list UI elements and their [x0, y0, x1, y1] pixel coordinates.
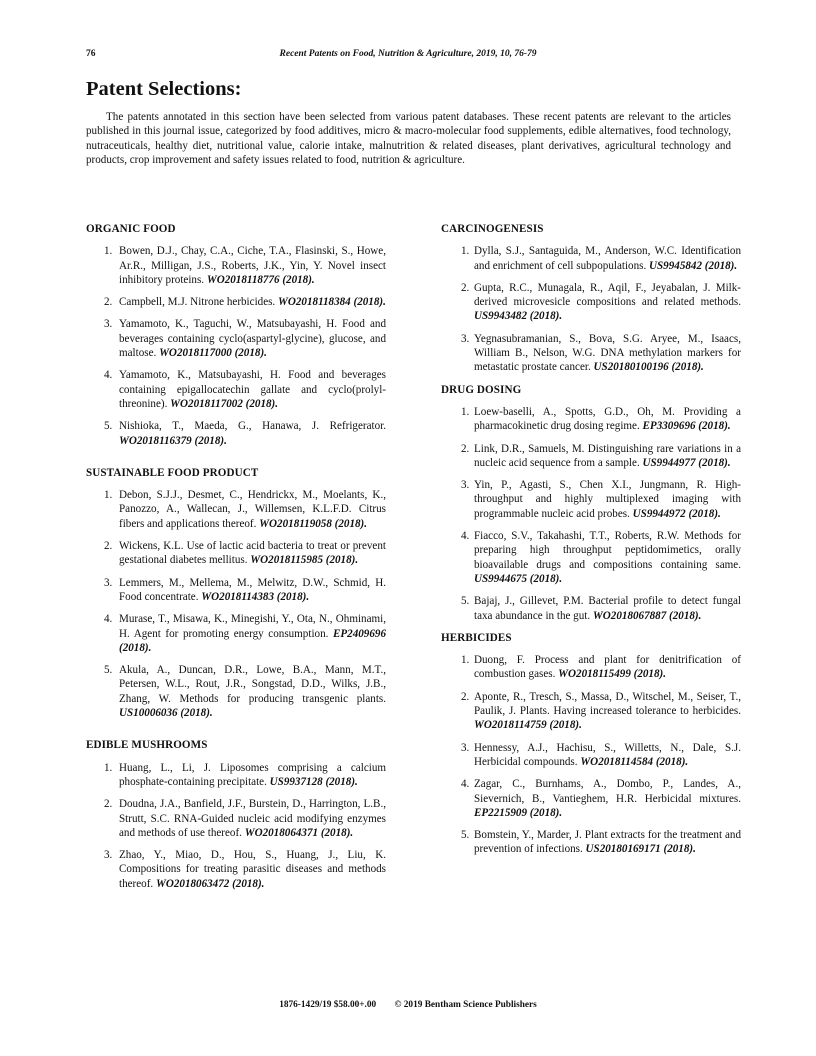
reference-number: 3.	[461, 332, 470, 345]
reference-number: 1.	[461, 405, 470, 418]
section-drug-dosing	[441, 383, 741, 623]
intro-paragraph: The patents annotated in this section have been selected from various patent databases. These recent patents are relevant to the articles published in this journal issue, categorized by food additives, micro & macro-molecular food supplements, edible alternatives, food technology, nutraceuticals, healthy diet, nutritional value, calorie intake, malnutrition & related diseases, plant derivatives, agricultural technology and products, crop improvement and safety issues related to food, nutrition & agriculture.	[86, 111, 731, 166]
patent-number: WO2018063472 (2018).	[155, 877, 265, 890]
patent-number: US20180100196 (2018).	[593, 361, 704, 374]
section-edible-mushrooms	[86, 738, 386, 891]
reference-text: Bowen, D.J., Chay, C.A., Ciche, T.A., Flasinski, S., Howe, Ar.R., Milligan, J.S., Roberts, J.K., Yin, Y. Novel insect inhibitory proteins.	[119, 245, 386, 286]
reference-text: Bomstein, Y., Marder, J. Plant extracts for the treatment and prevention of infections.	[474, 829, 741, 856]
patent-number: WO2018119058 (2018).	[259, 517, 368, 530]
patent-number: WO2018067887 (2018).	[592, 609, 702, 622]
patent-number: WO2018114759 (2018).	[474, 719, 582, 732]
patent-number: US9944675 (2018).	[474, 572, 563, 585]
section-heading: EDIBLE MUSHROOMS	[86, 739, 208, 752]
journal-citation: Recent Patents on Food, Nutrition & Agriculture, 2019, 10, 76-79	[279, 49, 537, 59]
right-column	[441, 222, 741, 865]
reference-number: 4.	[104, 369, 113, 382]
reference-number: 2.	[104, 540, 113, 553]
reference-text: Doudna, J.A., Banfield, J.F., Burstein, D., Harrington, L.B., Strutt, S.C. RNA-Guided nucleic acid modifying enzymes and methods of use thereof.	[119, 798, 386, 839]
patent-reference	[86, 317, 386, 360]
reference-list	[86, 244, 386, 448]
reference-number: 3.	[104, 576, 113, 589]
patent-reference	[86, 539, 386, 568]
section-heading: DRUG DOSING	[441, 383, 522, 396]
reference-number: 1.	[104, 761, 113, 774]
section-sustainable-food-product	[86, 466, 386, 720]
running-header	[86, 49, 730, 63]
patent-reference	[441, 777, 741, 820]
reference-number: 4.	[461, 530, 470, 543]
patent-number: US9943482 (2018).	[474, 310, 563, 323]
patent-reference	[86, 244, 386, 287]
reference-text: Duong, F. Process and plant for denitrification of combustion gases.	[474, 654, 741, 681]
patent-number: WO2018118776 (2018).	[206, 273, 315, 286]
reference-number: 3.	[104, 849, 113, 862]
reference-number: 2.	[104, 296, 113, 309]
patent-reference	[441, 244, 741, 273]
section-heading: ORGANIC FOOD	[86, 223, 176, 235]
reference-text: Fiacco, S.V., Takahashi, T.T., Roberts, R.W. Methods for preparing high throughput peptidomimetics, orally bioavailable drugs and compositions containing same.	[474, 530, 741, 571]
section-organic-food	[86, 222, 386, 448]
patent-reference	[441, 741, 741, 770]
patent-reference	[441, 332, 741, 375]
reference-list	[441, 405, 741, 623]
patent-number: WO2018117000 (2018).	[159, 347, 267, 360]
reference-number: 2.	[461, 281, 470, 294]
patent-reference	[86, 368, 386, 411]
patent-number: US9937128 (2018).	[269, 775, 358, 788]
patent-reference	[441, 690, 741, 733]
patent-number: US9944977 (2018).	[642, 456, 731, 469]
reference-list	[441, 653, 741, 857]
patent-reference	[441, 653, 741, 682]
section-carcinogenesis	[441, 222, 741, 375]
section-heading: CARCINOGENESIS	[441, 223, 544, 235]
reference-number: 4.	[461, 778, 470, 791]
reference-number: 4.	[104, 613, 113, 626]
reference-number: 2.	[104, 798, 113, 811]
patent-reference	[86, 419, 386, 448]
reference-number: 2.	[461, 442, 470, 455]
patent-number: WO2018114584 (2018).	[580, 755, 689, 768]
reference-number: 1.	[461, 654, 470, 667]
reference-list	[86, 488, 386, 720]
reference-number: 1.	[104, 489, 113, 502]
patent-reference	[441, 281, 741, 324]
patent-reference	[86, 576, 386, 605]
patent-number: WO2018115499 (2018).	[558, 668, 666, 681]
patent-reference	[441, 594, 741, 623]
reference-number: 5.	[104, 420, 113, 433]
reference-text: Zhao, Y., Miao, D., Hou, S., Huang, J., Liu, K. Compositions for treating parasitic diseases and methods thereof.	[119, 849, 386, 890]
reference-text: Wickens, K.L. Use of lactic acid bacteria to treat or prevent gestational diabetes mellitus.	[119, 540, 386, 567]
left-column	[86, 222, 386, 909]
reference-text: Gupta, R.C., Munagala, R., Aqil, F., Jeyabalan, J. Milk-derived microvesicle compositions and related methods.	[474, 281, 741, 309]
issn-price: 1876-1429/19 $58.00+.00	[279, 1000, 377, 1010]
copyright-notice: © 2019 Bentham Science Publishers	[394, 1000, 537, 1010]
reference-list	[86, 761, 386, 891]
reference-number: 5.	[461, 829, 470, 842]
patent-number: WO2018114383 (2018).	[201, 590, 310, 603]
patent-number: US10006036 (2018).	[119, 707, 213, 720]
patent-number: WO2018115985 (2018).	[250, 554, 359, 567]
page-number: 76	[86, 49, 96, 59]
reference-text: Yamamoto, K., Matsubayashi, H. Food and beverages containing epigallocatechin gallate and cyclo(prolyl-threonine).	[119, 369, 386, 410]
section-heading: HERBICIDES	[441, 631, 512, 644]
reference-text: Nishioka, T., Maeda, G., Hanawa, J. Refrigerator.	[119, 420, 386, 433]
section-heading: SUSTAINABLE FOOD PRODUCT	[86, 466, 259, 479]
patent-reference	[86, 848, 386, 891]
patent-number: WO2018117002 (2018).	[170, 397, 279, 410]
reference-text: Bajaj, J., Gillevet, P.M. Bacterial profile to detect fungal taxa abundance in the gut.	[474, 595, 741, 622]
patent-reference	[86, 663, 386, 720]
reference-text: Yegnasubramanian, S., Bova, S.G. Aryee, M., Isaacs, William B., Nelson, W.G. DNA methylation markers for metastatic prostate cancer.	[474, 332, 741, 374]
patent-reference	[86, 797, 386, 840]
patent-reference	[441, 405, 741, 434]
patent-number: EP3309696 (2018).	[642, 420, 731, 433]
reference-text: Loew-baselli, A., Spotts, G.D., Oh, M. Providing a pharmacokinetic drug dosing regime.	[474, 405, 741, 433]
reference-number: 1.	[104, 245, 113, 258]
patent-reference	[441, 442, 741, 471]
reference-number: 5.	[461, 595, 470, 608]
reference-text: Link, D.R., Samuels, M. Distinguishing rare variations in a nucleic acid sequence from a sample.	[474, 442, 741, 469]
reference-number: 5.	[104, 664, 113, 677]
patent-reference	[441, 529, 741, 586]
patent-reference	[86, 488, 386, 531]
reference-number: 1.	[461, 245, 470, 258]
reference-text: Yamamoto, K., Taguchi, W., Matsubayashi, H. Food and beverages containing cyclo(aspartyl-glycine), glucose, and maltose.	[119, 318, 386, 360]
reference-text: Debon, S.J.J., Desmet, C., Hendrickx, M., Moelants, K., Panozzo, A., Wallecan, J., Willemsen, K.L.F.D. Citrus fibers and applications thereof.	[119, 489, 386, 530]
patent-number: US9945842 (2018).	[649, 259, 738, 272]
reference-text: Zagar, C., Burnhams, A., Dombo, P., Landes, A., Sievernich, B., Vantieghem, H.R. Herbicidal mixtures.	[474, 778, 741, 805]
patent-number: WO2018118384 (2018).	[278, 296, 386, 309]
patent-number: EP2215909 (2018).	[474, 806, 563, 819]
patent-reference	[86, 761, 386, 790]
page-footer	[0, 1000, 816, 1010]
reference-text: Aponte, R., Tresch, S., Massa, D., Witschel, M., Seiser, T., Paulik, J. Plants. Having increased tolerance to herbicides.	[474, 690, 741, 718]
reference-text: Akula, A., Duncan, D.R., Lowe, B.A., Mann, M.T., Petersen, W.L., Rout, J.R., Songstad, D.D., Wilks, J.B., Zhang, W. Methods for producing transgenic plants.	[119, 664, 386, 705]
patent-reference	[441, 828, 741, 857]
patent-number: US20180169171 (2018).	[585, 843, 696, 856]
reference-text: Lemmers, M., Mellema, M., Melwitz, D.W., Schmid, H. Food concentrate.	[119, 576, 386, 603]
patent-number: WO2018064371 (2018).	[244, 826, 354, 839]
reference-number: 3.	[104, 318, 113, 331]
patent-reference	[86, 295, 386, 309]
patent-reference	[441, 478, 741, 521]
patent-number: US9944972 (2018).	[632, 507, 721, 520]
patent-reference	[86, 612, 386, 655]
reference-number: 3.	[461, 741, 470, 754]
page-title: Patent Selections:	[86, 78, 242, 100]
reference-number: 2.	[461, 690, 470, 703]
patent-number: EP2409696 (2018).	[119, 627, 386, 654]
reference-list	[441, 244, 741, 374]
section-herbicides	[441, 631, 741, 857]
reference-text: Huang, L., Li, J. Liposomes comprising a calcium phosphate-containing precipitate.	[119, 761, 386, 788]
reference-text: Campbell, M.J. Nitrone herbicides.	[119, 296, 276, 309]
reference-text: Hennessy, A.J., Hachisu, S., Willetts, N., Dale, S.J. Herbicidal compounds.	[474, 741, 741, 768]
reference-number: 3.	[461, 479, 470, 492]
reference-text: Yin, P., Agasti, S., Chen X.I., Jungmann, R. High-throughput and highly multiplexed imaging with programmable nucleic acid probes.	[474, 479, 741, 520]
patent-number: WO2018116379 (2018).	[119, 434, 227, 447]
reference-text: Murase, T., Misawa, K., Minegishi, Y., Ota, N., Ohminami, H. Agent for promoting energy consumption.	[119, 613, 386, 640]
reference-text: Dylla, S.J., Santaguida, M., Anderson, W.C. Identification and enrichment of cell subpopulations.	[474, 245, 741, 272]
